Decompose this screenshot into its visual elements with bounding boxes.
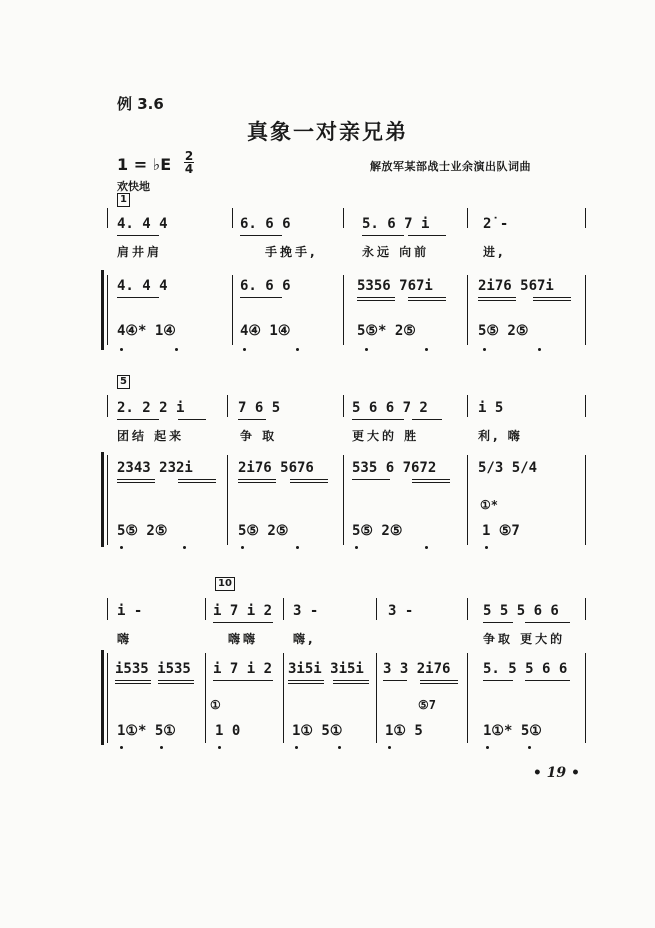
upper-accomp: 2343 232i [117,460,193,476]
upper-accomp: 5. 5 5 6 6 [483,661,568,677]
upper-accomp: 2i76 567i [478,278,554,294]
lyric: 嗨, [293,632,316,646]
rehearsal-mark-10: 10 [215,577,235,591]
lyric: 利, 嗨 [478,429,523,443]
lower-accomp: 5⑤ 2⑤ [238,523,289,539]
lower-accomp: 1 ⑤7 [482,523,520,539]
lyric: 争 取 [240,429,278,443]
rehearsal-mark-5: 5 [117,375,130,389]
page-number: • 19 • [532,765,580,781]
melody-measure: 3 - [293,603,319,619]
upper-accomp: i 7 i 2 [213,661,273,677]
lower-accomp: 1① 5① [292,723,343,739]
melody-measure: 5. 6 7 i [362,216,430,232]
melody-measure: 6. 6 6 [240,216,291,232]
chord-mark: ①* [480,498,498,512]
lyric: 争取 更大的 [483,632,566,646]
lyric: 进, [483,245,506,259]
upper-accomp: 3i5i 3i5i [288,661,364,677]
rehearsal-mark-1: 1 [117,193,130,207]
melody-measure: i 5 [478,400,504,416]
upper-accomp: 4. 4 4 [117,278,168,294]
upper-accomp: 5356 767i [357,278,433,294]
lower-accomp: 4④* 1④ [117,323,176,339]
melody-measure: 2. 2 2 i [117,400,185,416]
chord-mark: ⑤7 [418,698,436,712]
upper-accomp: 535 6 7672 [352,460,437,476]
lower-accomp: 1 0 [215,723,241,739]
lyric: 团结 起来 [117,429,185,443]
meter-top: 2 [184,149,194,163]
lyric: 肩井肩 [117,245,163,259]
lower-accomp: 1①* 5① [117,723,176,739]
melody-measure: 5 5 5 6 6 [483,603,559,619]
tempo-marking: 欢快地 [117,180,150,193]
chord-mark: ① [210,698,221,712]
song-title: 真象一对亲兄弟 [247,119,408,144]
melody-measure: 2̇ - [483,216,509,232]
time-signature [184,150,194,175]
lyric: 嗨嗨 [228,632,259,646]
melody-measure: 7 6 5 [238,400,281,416]
lower-accomp: 5⑤* 2⑤ [357,323,416,339]
upper-accomp: i535 i535 [115,661,191,677]
lower-accomp: 5⑤ 2⑤ [117,523,168,539]
upper-accomp: 2i76 5676 [238,460,314,476]
lower-accomp: 1① 5 [385,723,423,739]
key-signature: 1 = ♭E [117,155,172,174]
lower-accomp: 4④ 1④ [240,323,291,339]
upper-accomp: 5/3 5/4 [478,460,538,476]
lyric: 更大的 胜 [352,429,420,443]
lower-accomp: 5⑤ 2⑤ [352,523,403,539]
melody-measure: 4. 4 4 [117,216,168,232]
example-label: 例 3.6 [117,95,164,113]
lower-accomp: 5⑤ 2⑤ [478,323,529,339]
lower-accomp: 1①* 5① [483,723,542,739]
meter-bottom: 4 [184,162,194,176]
upper-accomp: 6. 6 6 [240,278,291,294]
melody-measure: i 7 i 2 [213,603,273,619]
credit-line: 解放军某部战士业余演出队词曲 [370,160,531,173]
upper-accomp: 3 3 2i76 [383,661,451,677]
melody-measure: i - [117,603,143,619]
melody-measure: 5 6 6 7 2 [352,400,428,416]
lyric: 永远 向前 [362,245,430,259]
melody-measure: 3 - [388,603,414,619]
lyric: 嗨 [117,632,133,646]
lyric: 手挽手, [265,245,318,259]
